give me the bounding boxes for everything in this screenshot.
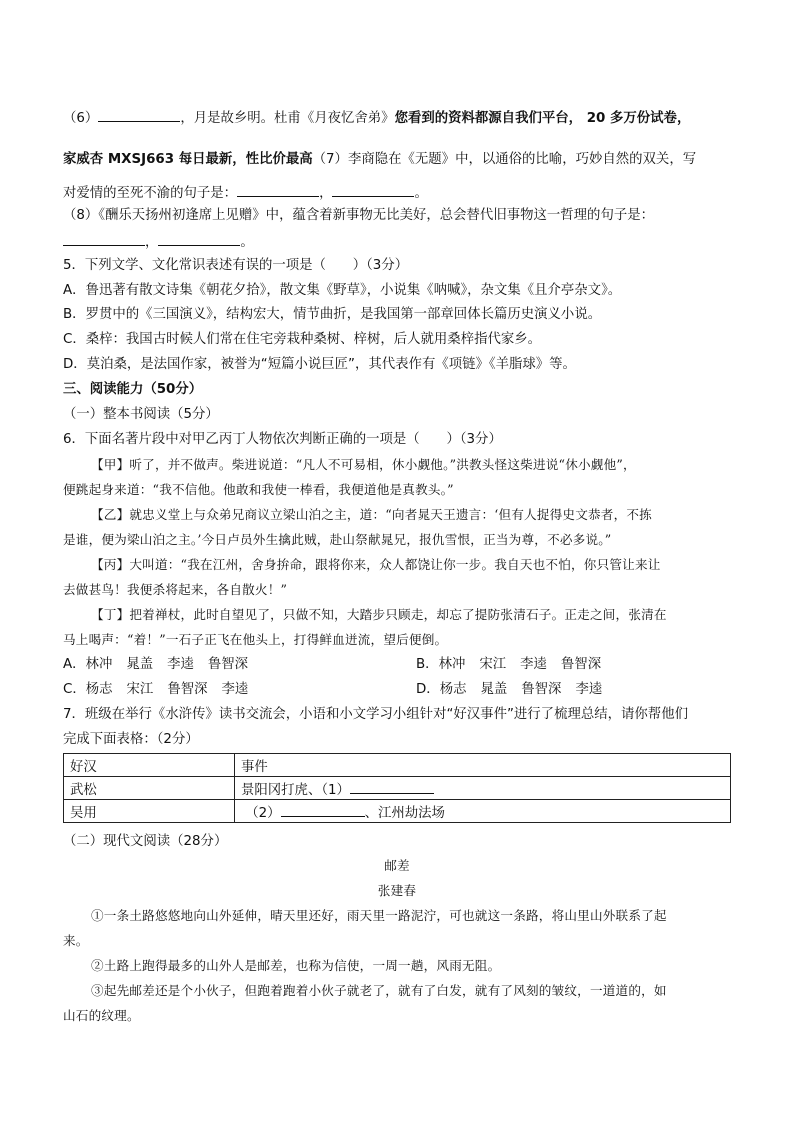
item-7-prompt: 对爱情的至死不渝的句子是： xyxy=(63,186,238,201)
opt-c-4: 李逵 xyxy=(221,682,249,697)
answer-blank-8a[interactable] xyxy=(63,232,145,246)
q7-stem-1: 7．班级在举行《水浒传》读书交流会，小语和小文学习小组针对“好汉事件”进行了梳理总结，请你帮他们 xyxy=(63,707,688,722)
q6-option-c[interactable] xyxy=(63,681,248,699)
item-8-text: （8）《酬乐天扬州初逢席上见赠》中，蕴含着新事物无比美好，总会替代旧事物这一哲理的句子是： xyxy=(63,208,655,223)
opt-b-1: B．林冲 xyxy=(416,657,466,672)
paragraph-3-line-1: ③起先邮差还是个小伙子，但跑着跑着小伙子就老了，就有了白发，就有了风刻的皱纹，一道道的，如 xyxy=(91,983,667,998)
answer-blank-q7-2[interactable] xyxy=(281,803,365,817)
section-3-title: 三、阅读能力（50分） xyxy=(63,382,203,397)
table-cell-hero: 武松 xyxy=(64,777,235,800)
event-label: （2） xyxy=(245,805,281,821)
opt-b-4: 鲁智深 xyxy=(560,657,602,672)
opt-b-3: 李逵 xyxy=(520,657,547,672)
opt-c-2: 宋江 xyxy=(126,682,154,697)
paragraph-3-line-2: 山石的纹理。 xyxy=(63,1008,140,1023)
hero-event-table xyxy=(63,753,731,823)
article-title: 邮差 xyxy=(384,858,410,873)
paragraph-1-line-2: 来。 xyxy=(63,933,89,948)
opt-d-3: 鲁智深 xyxy=(521,682,562,697)
separator: ， xyxy=(319,186,333,201)
q5-option-a[interactable]: A．鲁迅著有散文诗集《朝花夕拾》，散文集《野草》，小说集《呐喊》，杂文集《且介亭杂文》。 xyxy=(63,283,622,298)
table-cell-hero: 吴用 xyxy=(64,800,235,823)
opt-d-4: 李逵 xyxy=(575,682,603,697)
q6-passage-yi-2: 是谁，便为梁山泊之主。’今日卢员外生擒此贼，赴山祭献晁兄，报仇雪恨，正当为尊，不必多说。” xyxy=(63,532,612,547)
q5-option-d[interactable]: D．莫泊桑，是法国作家，被誉为“短篇小说巨匠”，其代表作有《项链》《羊脂球》等。 xyxy=(63,357,576,372)
table-row xyxy=(64,754,731,777)
q6-passage-ding-1: 【丁】把着禅杖，此时自望见了，只做不知，大踏步只顾走，却忘了提防张清石子。正走之间，张清在 xyxy=(91,607,667,622)
table-row xyxy=(64,800,731,823)
q7-stem-2: 完成下面表格：（2分） xyxy=(63,732,199,747)
table-header-hero: 好汉 xyxy=(64,754,235,777)
q6-option-d[interactable] xyxy=(416,681,602,699)
paragraph-1-line-1: ①一条土路悠悠地向山外延伸，晴天里还好，雨天里一路泥泞，可也就这一条路，将山里山外联系了起 xyxy=(91,908,667,923)
opt-a-1: A．林冲 xyxy=(63,657,113,672)
q5-option-b[interactable]: B．罗贯中的《三国演义》，结构宏大，情节曲折，是我国第一部章回体长篇历史演义小说。 xyxy=(63,307,602,322)
opt-a-4: 鲁智深 xyxy=(207,657,249,672)
q4-line-3 xyxy=(63,183,428,203)
paragraph-2: ②土路上跑得最多的山外人是邮差，也称为信使，一周一趟，风雨无阻。 xyxy=(91,958,501,973)
q6-passage-jia-1: 【甲】听了，并不做声。柴进说道：“凡人不可易相，休小觑他。”洪教头怪这柴进说“休小觑他”， xyxy=(91,457,636,472)
event-text: 景阳冈打虎、（1） xyxy=(241,782,350,798)
ad-text-2: 家威杏 MXSJ663 每日最新，性比价最高 xyxy=(63,152,313,167)
item-6-text: ，月是故乡明。杜甫《月夜忆舍弟》 xyxy=(180,111,395,126)
opt-c-1: C．杨志 xyxy=(63,682,113,697)
table-row xyxy=(64,777,731,800)
answer-blank-8b[interactable] xyxy=(158,232,240,246)
part-1-title: （一）整本书阅读（5分） xyxy=(63,407,219,422)
answer-blank-6[interactable] xyxy=(98,108,180,122)
separator: ， xyxy=(145,235,159,250)
period: 。 xyxy=(240,235,254,250)
q5-option-c[interactable]: C．桑梓：我国古时候人们常在住宅旁栽种桑树、梓树，后人就用桑梓指代家乡。 xyxy=(63,332,542,347)
q6-passage-jia-2: 便跳起身来道：“我不信他。他敢和我使一棒看，我便道他是真教头。” xyxy=(63,482,454,497)
q5-stem: 5．下列文学、文化常识表述有误的一项是（ ）（3分） xyxy=(63,258,409,273)
opt-a-2: 晁盖 xyxy=(126,657,154,672)
q6-passage-yi-1: 【乙】就忠义堂上与众弟兄商议立梁山泊之主，道：“向者晁天王遗言：‘但有人捉得史文恭者，不拣 xyxy=(91,507,652,522)
event-text: 、江州劫法场 xyxy=(364,805,445,821)
opt-c-3: 鲁智深 xyxy=(167,682,208,697)
opt-b-2: 宋江 xyxy=(479,657,507,672)
q4-line-2 xyxy=(63,151,696,169)
opt-d-1: D．杨志 xyxy=(416,682,467,697)
q6-option-a[interactable] xyxy=(63,656,248,674)
answer-blank-7a[interactable] xyxy=(237,183,319,197)
opt-d-2: 晁盖 xyxy=(480,682,508,697)
period: 。 xyxy=(414,186,428,201)
table-cell-event xyxy=(235,800,731,823)
opt-a-3: 李逵 xyxy=(167,657,194,672)
q4-line-5 xyxy=(63,232,254,252)
part-2-title: （二）现代文阅读（28分） xyxy=(63,834,228,849)
answer-blank-7b[interactable] xyxy=(332,183,414,197)
q6-passage-bing-1: 【丙】大叫道：“我在江州，舍身拚命，跟将你来，众人都饶让你一步。我自天也不怕，你只管让来让 xyxy=(91,557,661,572)
q6-stem: 6．下面名著片段中对甲乙丙丁人物依次判断正确的一项是（ ）（3分） xyxy=(63,432,502,447)
q4-line-1 xyxy=(63,108,690,128)
item-7-text: （7）李商隐在《无题》中，以通俗的比喻，巧妙自然的双关，写 xyxy=(312,152,697,167)
q4-line-4 xyxy=(63,207,654,225)
table-cell-event xyxy=(235,777,731,800)
item-6-label: （6） xyxy=(63,111,99,126)
article-author: 张建春 xyxy=(377,883,417,898)
q6-passage-bing-2: 去做甚鸟！我便杀将起来，各自散火！” xyxy=(63,582,288,597)
answer-blank-q7-1[interactable] xyxy=(350,780,434,794)
table-header-event: 事件 xyxy=(235,754,731,777)
ad-text-1: 您看到的资料都源自我们平台， 20 多万份试卷， xyxy=(394,111,691,126)
q6-passage-ding-2: 马上喝声：“着！”一石子正飞在他头上，打得鲜血迸流，望后便倒。 xyxy=(63,632,448,647)
q6-option-b[interactable] xyxy=(416,656,601,674)
